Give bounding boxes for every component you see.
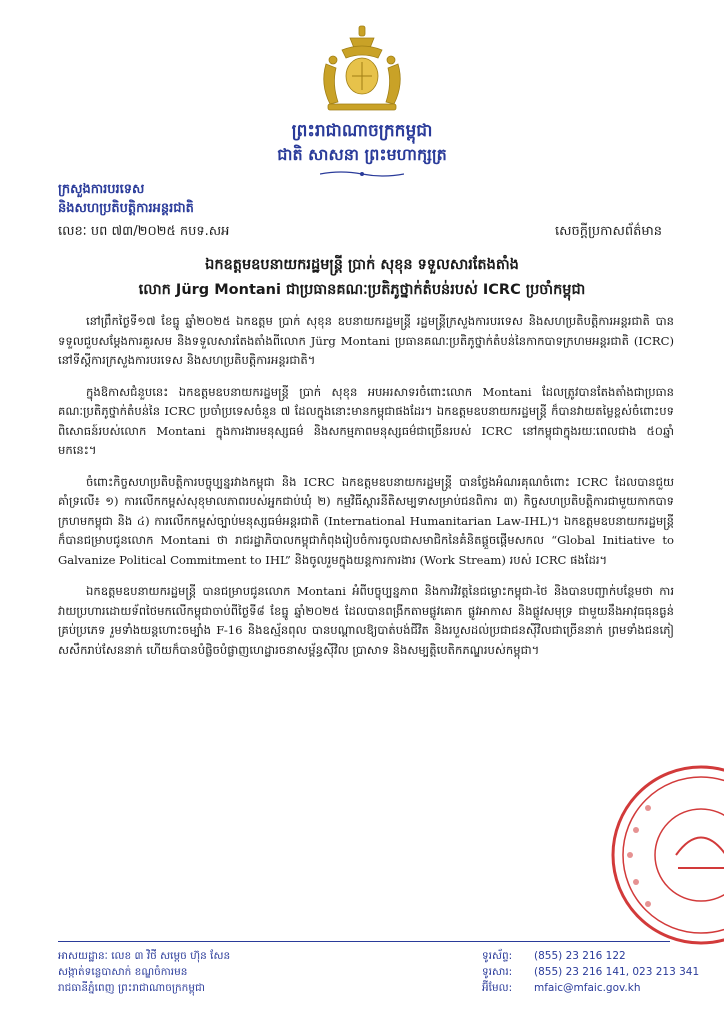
footer-contact	[482, 948, 699, 996]
phone-number: (855) 23 216 122	[534, 950, 626, 962]
reference-number: លេខៈ បព ៧៣/២០២៥ កបទ.សអ	[58, 224, 230, 239]
footer-divider	[58, 941, 670, 942]
ministry-name-line1: ក្រសួងការបរទេស	[58, 182, 145, 197]
press-release-body	[58, 312, 674, 660]
address-line-2: សង្កាត់ទន្លេបាសាក់ ខណ្ឌចំការមន	[58, 966, 188, 978]
email-label: អ៊ីមែល:	[482, 982, 513, 994]
body-paragraph-3: ចំពោះកិច្ចសហប្រតិបត្តិការបច្ចុប្បន្នរវាងកម្ពុជា និង ICRC ឯកឧត្តមឧបនាយករដ្ឋមន្ត្រី បានថ្លែងអំណរគុណចំពោះ ICRC ដែលបានជួយគាំទ្រលើ៖ ១) ការលើកកម្ពស់សុខុមាលភាពរបស់អ្នកជាប់ឃុំ ២) កម្មវិធីស្តារនីតិសម្បទាសម្រាប់ជនពិការ ៣) កិច្ចសហប្រតិបត្តិការជាមួយកាកបាទក្រហមកម្ពុជា និង ៤) ការលើកកម្ពស់ច្បាប់មនុស្សធម៌អន្តរជាតិ (International Humanitarian Law-IHL)។ ឯកឧត្តមឧបនាយករដ្ឋមន្ត្រី ក៏បានជម្រាបជូនលោក Montani ថា រាជរដ្ឋាភិបាលកម្ពុជាកំពុងរៀបចំការចូលជាសមាជិកនៃគំនិតផ្តួចផ្តើមសកល “Global Initiative to Galvanize Political Commitment to IHL” និងចូលរួមក្នុងយន្តការការងារ (Work Stream) របស់ ICRC ផងដែរ។	[58, 474, 674, 567]
royal-emblem-icon	[312, 24, 412, 114]
email-address: mfaic@mfaic.gov.kh	[534, 982, 641, 994]
fax-number: (855) 23 216 141, 023 213 341	[534, 966, 700, 978]
footer-address	[58, 948, 230, 996]
body-paragraph-1: នៅព្រឹកថ្ងៃទី១៧ ខែធ្នូ ឆ្នាំ២០២៥ ឯកឧត្តម ប្រាក់ សុខុន ឧបនាយករដ្ឋមន្ត្រី រដ្ឋមន្ត្រីក្រសួងការបរទេស និងសហប្រតិបត្តិការអន្តរជាតិ បានទទួលជួបសម្តែងការគួរសម និងទទួលសារតែងតាំងពីលោក Jürg Montani ប្រធានគណៈប្រតិភូថ្នាក់តំបន់នៃកាកបាទក្រហមអន្តរជាតិ (ICRC) នៅទីស្តីការក្រសួងការបរទេស និងសហប្រតិបត្តិការអន្តរជាតិ។	[58, 314, 674, 367]
body-paragraph-2: ក្នុងឱកាសជំនួបនេះ ឯកឧត្តមឧបនាយករដ្ឋមន្ត្រី ប្រាក់ សុខុន អបអរសាទរចំពោះលោក Montani ដែលត្រូវបានតែងតាំងជាប្រធានគណៈប្រតិភូថ្នាក់តំបន់នៃ ICRC ប្រចាំប្រទេសចំនួន ៧ ដែលក្នុងនោះមានកម្ពុជាផងដែរ។ ឯកឧត្តមឧបនាយករដ្ឋមន្ត្រី ក៏បានវាយតម្លៃខ្ពស់ចំពោះបទពិសោធន៍របស់លោក Montani ក្នុងការងារមនុស្សធម៌ និងសកម្មភាពមនុស្សធម៌ជាច្រើនរបស់ ICRC នៅកម្ពុជាក្នុងរយៈពេលជាង ៥០ឆ្នាំមកនេះ។	[58, 384, 674, 457]
national-motto: ជាតិ សាសនា ព្រះមហាក្សត្រ	[277, 145, 447, 164]
address-line-3: រាជធានីភ្នំពេញ ព្រះរាជាណាចក្រកម្ពុជា	[58, 982, 205, 994]
kingdom-name: ព្រះរាជាណាចក្រកម្ពុជា	[291, 121, 433, 141]
ornament-divider-icon	[320, 170, 404, 178]
official-seal-icon	[606, 760, 724, 950]
address-line-1: អាសយដ្ឋានៈ លេខ ៣ វិថី សម្តេច ហ៊ុន សែន	[58, 950, 231, 962]
phone-label: ទូរស័ព្ទ:	[482, 950, 513, 962]
document-type: សេចក្តីប្រកាសព័ត៌មាន	[554, 224, 662, 239]
headline-line2: លោក Jürg Montani ជាប្រធានគណៈប្រតិភូថ្នាក់តំបន់របស់ ICRC ប្រចាំកម្ពុជា	[138, 282, 586, 298]
headline-line1: ឯកឧត្តមឧបនាយករដ្ឋមន្ត្រី ប្រាក់ សុខុន ទទួលសារតែងតាំង	[205, 257, 519, 273]
fax-label: ទូរសារ:	[482, 966, 513, 978]
ministry-name-line2: និងសហប្រតិបត្តិការអន្តរជាតិ	[58, 201, 194, 216]
body-paragraph-4: ឯកឧត្តមឧបនាយករដ្ឋមន្ត្រី បានជម្រាបជូនលោក Montani អំពីបច្ចុប្បន្នភាព និងការវិវត្តនៃជម្លោះកម្ពុជា-ថៃ និងបានបញ្ជាក់បន្ថែមថា ការវាយប្រហារដោយទ័ពថៃមកលើកម្ពុជាចាប់ពីថ្ងៃទី៨ ខែធ្នូ ឆ្នាំ២០២៥ ដែលបានពង្រីកតាមផ្លូវគោក ផ្លូវអាកាស និងផ្លូវសមុទ្រ ជាមួយនឹងអាវុធធុនធ្ងន់គ្រប់ប្រភេទ រួមទាំងយន្តហោះចម្បាំង F-16 និងឧស្ម័នពុល បានបណ្តាលឱ្យបាត់បង់ជីវិត និងរបួសដល់ប្រជាជនស៊ីវិលជាច្រើននាក់ ព្រមទាំងជនភៀសសឹករាប់សែននាក់ ហើយក៏បានបំផ្លិចបំផ្លាញហេដ្ឋារចនាសម្ព័ន្ធស៊ីវិល ប្រាសាទ និងសម្បត្តិបេតិកភណ្ឌរបស់កម្ពុជា។	[58, 584, 674, 657]
